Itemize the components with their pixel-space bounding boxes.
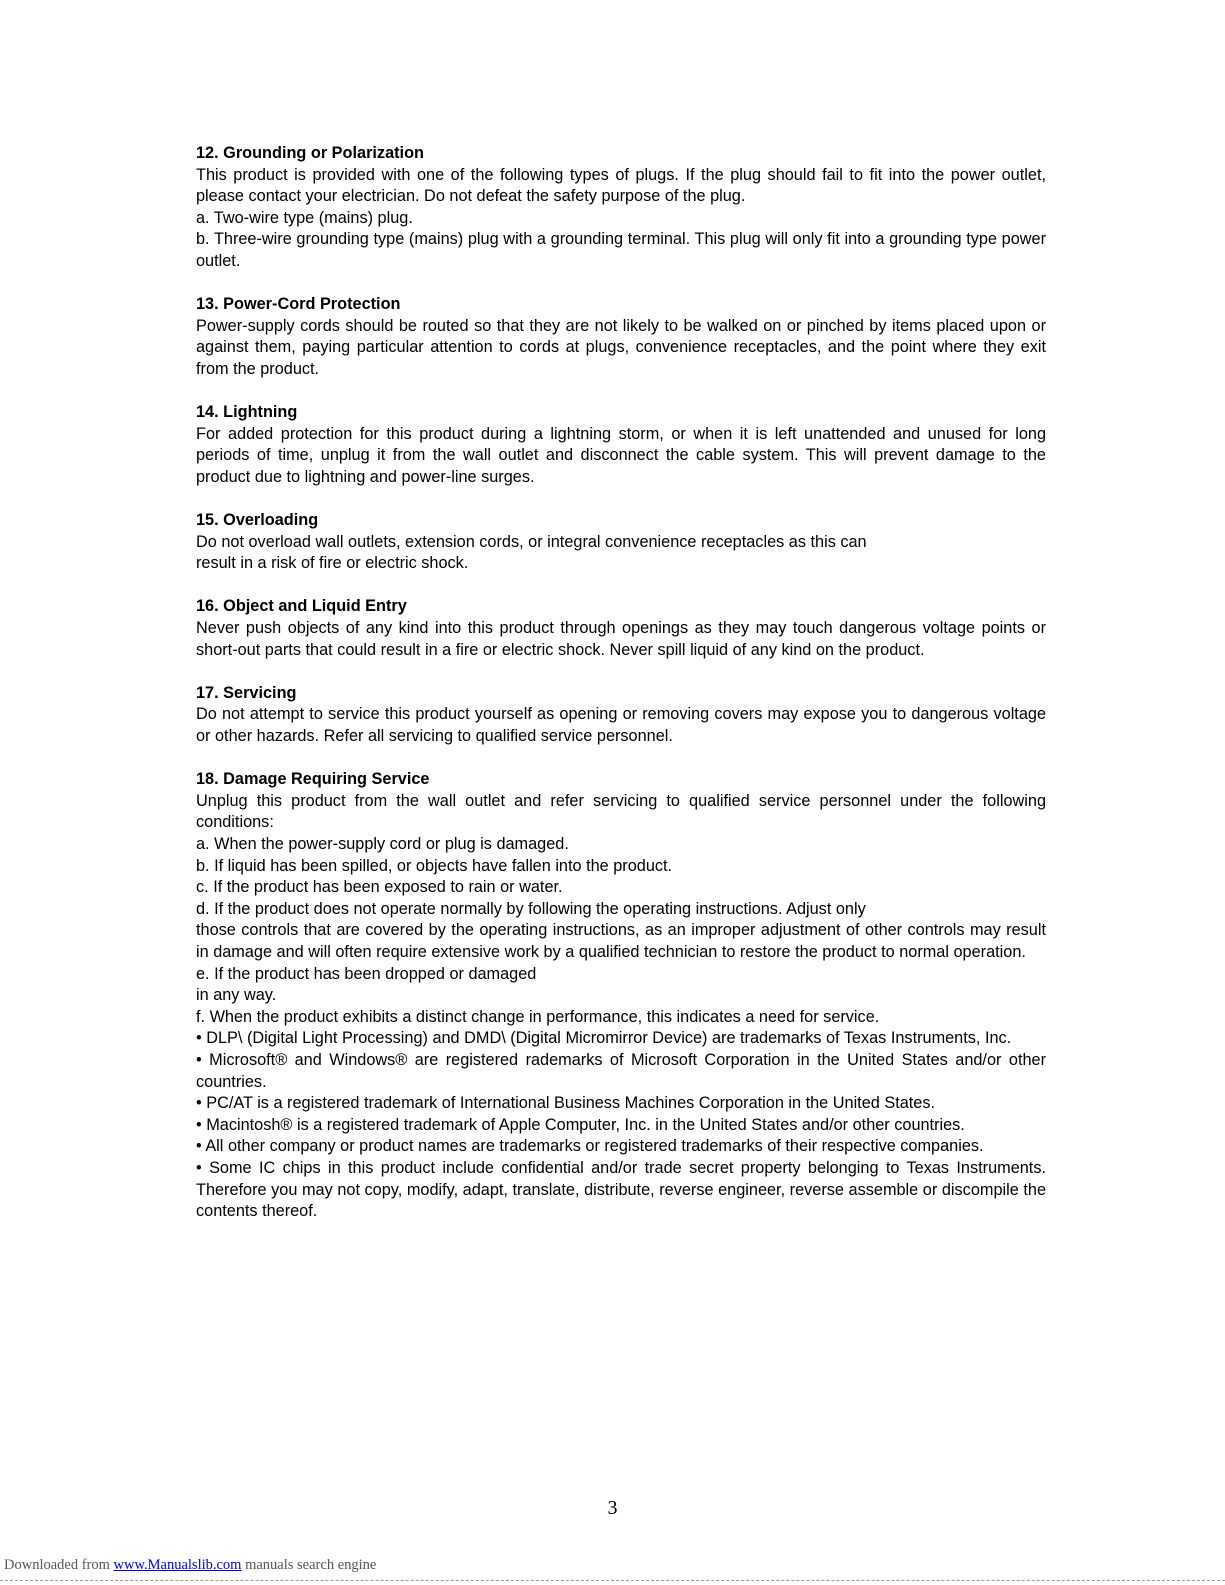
footer-suffix: manuals search engine: [241, 1557, 377, 1573]
section-heading: 14. Lightning: [196, 403, 298, 422]
paragraph: Do not attempt to service this product yourself as opening or removing covers may expose you to dangerous voltage or other hazards. Refer all servicing to qualified service personnel.: [196, 705, 1046, 746]
paragraph: Power-supply cords should be routed so that they are not likely to be walked on or pinched by items placed upon or against them, paying particular attention to cords at plugs, convenience receptacles, and the point where they exit from the product.: [196, 316, 1046, 378]
section-servicing: [196, 683, 1046, 748]
list-item: b. If liquid has been spilled, or objects have fallen into the product.: [196, 856, 673, 875]
trademark-note: • All other company or product names are trademarks or registered trademarks of their respective companies.: [196, 1137, 984, 1156]
section-heading: 13. Power-Cord Protection: [196, 295, 401, 314]
list-item: d. If the product does not operate normally by following the operating instructions. Adjust only: [196, 899, 866, 918]
paragraph: Unplug this product from the wall outlet and refer servicing to qualified service personnel under the following conditions:: [196, 791, 1046, 832]
list-item: a. Two-wire type (mains) plug.: [196, 208, 413, 227]
list-item: f. When the product exhibits a distinct change in performance, this indicates a need for service.: [196, 1007, 880, 1026]
manualslib-link[interactable]: www.Manualslib.com: [113, 1557, 242, 1573]
section-lightning: [196, 402, 1046, 488]
section-power-cord: [196, 294, 1046, 380]
paragraph-line: Do not overload wall outlets, extension cords, or integral convenience receptacles as this can: [196, 532, 867, 551]
list-item: a. When the power-supply cord or plug is damaged.: [196, 835, 569, 853]
trademark-note: • Some IC chips in this product include confidential and/or trade secret property belonging to Texas Instruments. Therefore you may not copy, modify, adapt, translate, distribute, reverse engineer, reverse assemble or discompile the contents thereof.: [196, 1158, 1046, 1221]
trademark-note: • Microsoft® and Windows® are registered rademarks of Microsoft Corporation in the United States and/or other countries.: [196, 1050, 1046, 1091]
list-item: c. If the product has been exposed to rain or water.: [196, 878, 563, 897]
paragraph: Never push objects of any kind into this product through openings as they may touch dangerous voltage points or short-out parts that could result in a fire or electric shock. Never spill liquid of any kind on the product.: [196, 619, 1046, 659]
section-heading: 15. Overloading: [196, 511, 319, 530]
trademark-note: • DLP\ (Digital Light Processing) and DMD\ (Digital Micromirror Device) are trademarks of Texas Instruments, Inc.: [196, 1029, 1012, 1048]
list-item: e. If the product has been dropped or damaged: [196, 964, 537, 983]
trademark-note: • PC/AT is a registered trademark of International Business Machines Corporation in the United States.: [196, 1094, 936, 1113]
footer-divider: [0, 1580, 1225, 1581]
page-number: 3: [607, 1497, 618, 1519]
section-overloading: [196, 510, 1046, 575]
list-item-continuation: those controls that are covered by the operating instructions, as an improper adjustment of other controls may result in damage and will often require extensive work by a qualified technician to restore the product to normal operation.: [196, 921, 1046, 961]
paragraph: For added protection for this product during a lightning storm, or when it is left unattended and unused for long periods of time, unplug it from the wall outlet and disconnect the cable system. This will prevent damage to the product due to lightning and power-line surges.: [196, 424, 1046, 486]
download-footer: [4, 1557, 376, 1574]
paragraph-line: result in a risk of fire or electric shock.: [196, 554, 469, 573]
footer-prefix: Downloaded from: [4, 1557, 114, 1573]
list-item-continuation: in any way.: [196, 986, 277, 1005]
section-grounding: [196, 143, 1046, 273]
paragraph: This product is provided with one of the following types of plugs. If the plug should fail to fit into the power outlet, please contact your electrician. Do not defeat the safety purpose of the plug.: [196, 165, 1046, 206]
section-object-liquid: [196, 596, 1046, 661]
trademark-note: • Macintosh® is a registered trademark of Apple Computer, Inc. in the United States and/or other countries.: [196, 1115, 965, 1134]
list-item: b. Three-wire grounding type (mains) plug with a grounding terminal. This plug will only fit into a grounding type power outlet.: [196, 230, 1046, 270]
section-heading: 12. Grounding or Polarization: [196, 144, 424, 162]
document-body: [196, 143, 1046, 1244]
section-heading: 16. Object and Liquid Entry: [196, 597, 407, 616]
section-heading: 17. Servicing: [196, 683, 297, 702]
section-damage-service: [196, 769, 1046, 1222]
section-heading: 18. Damage Requiring Service: [196, 770, 430, 789]
